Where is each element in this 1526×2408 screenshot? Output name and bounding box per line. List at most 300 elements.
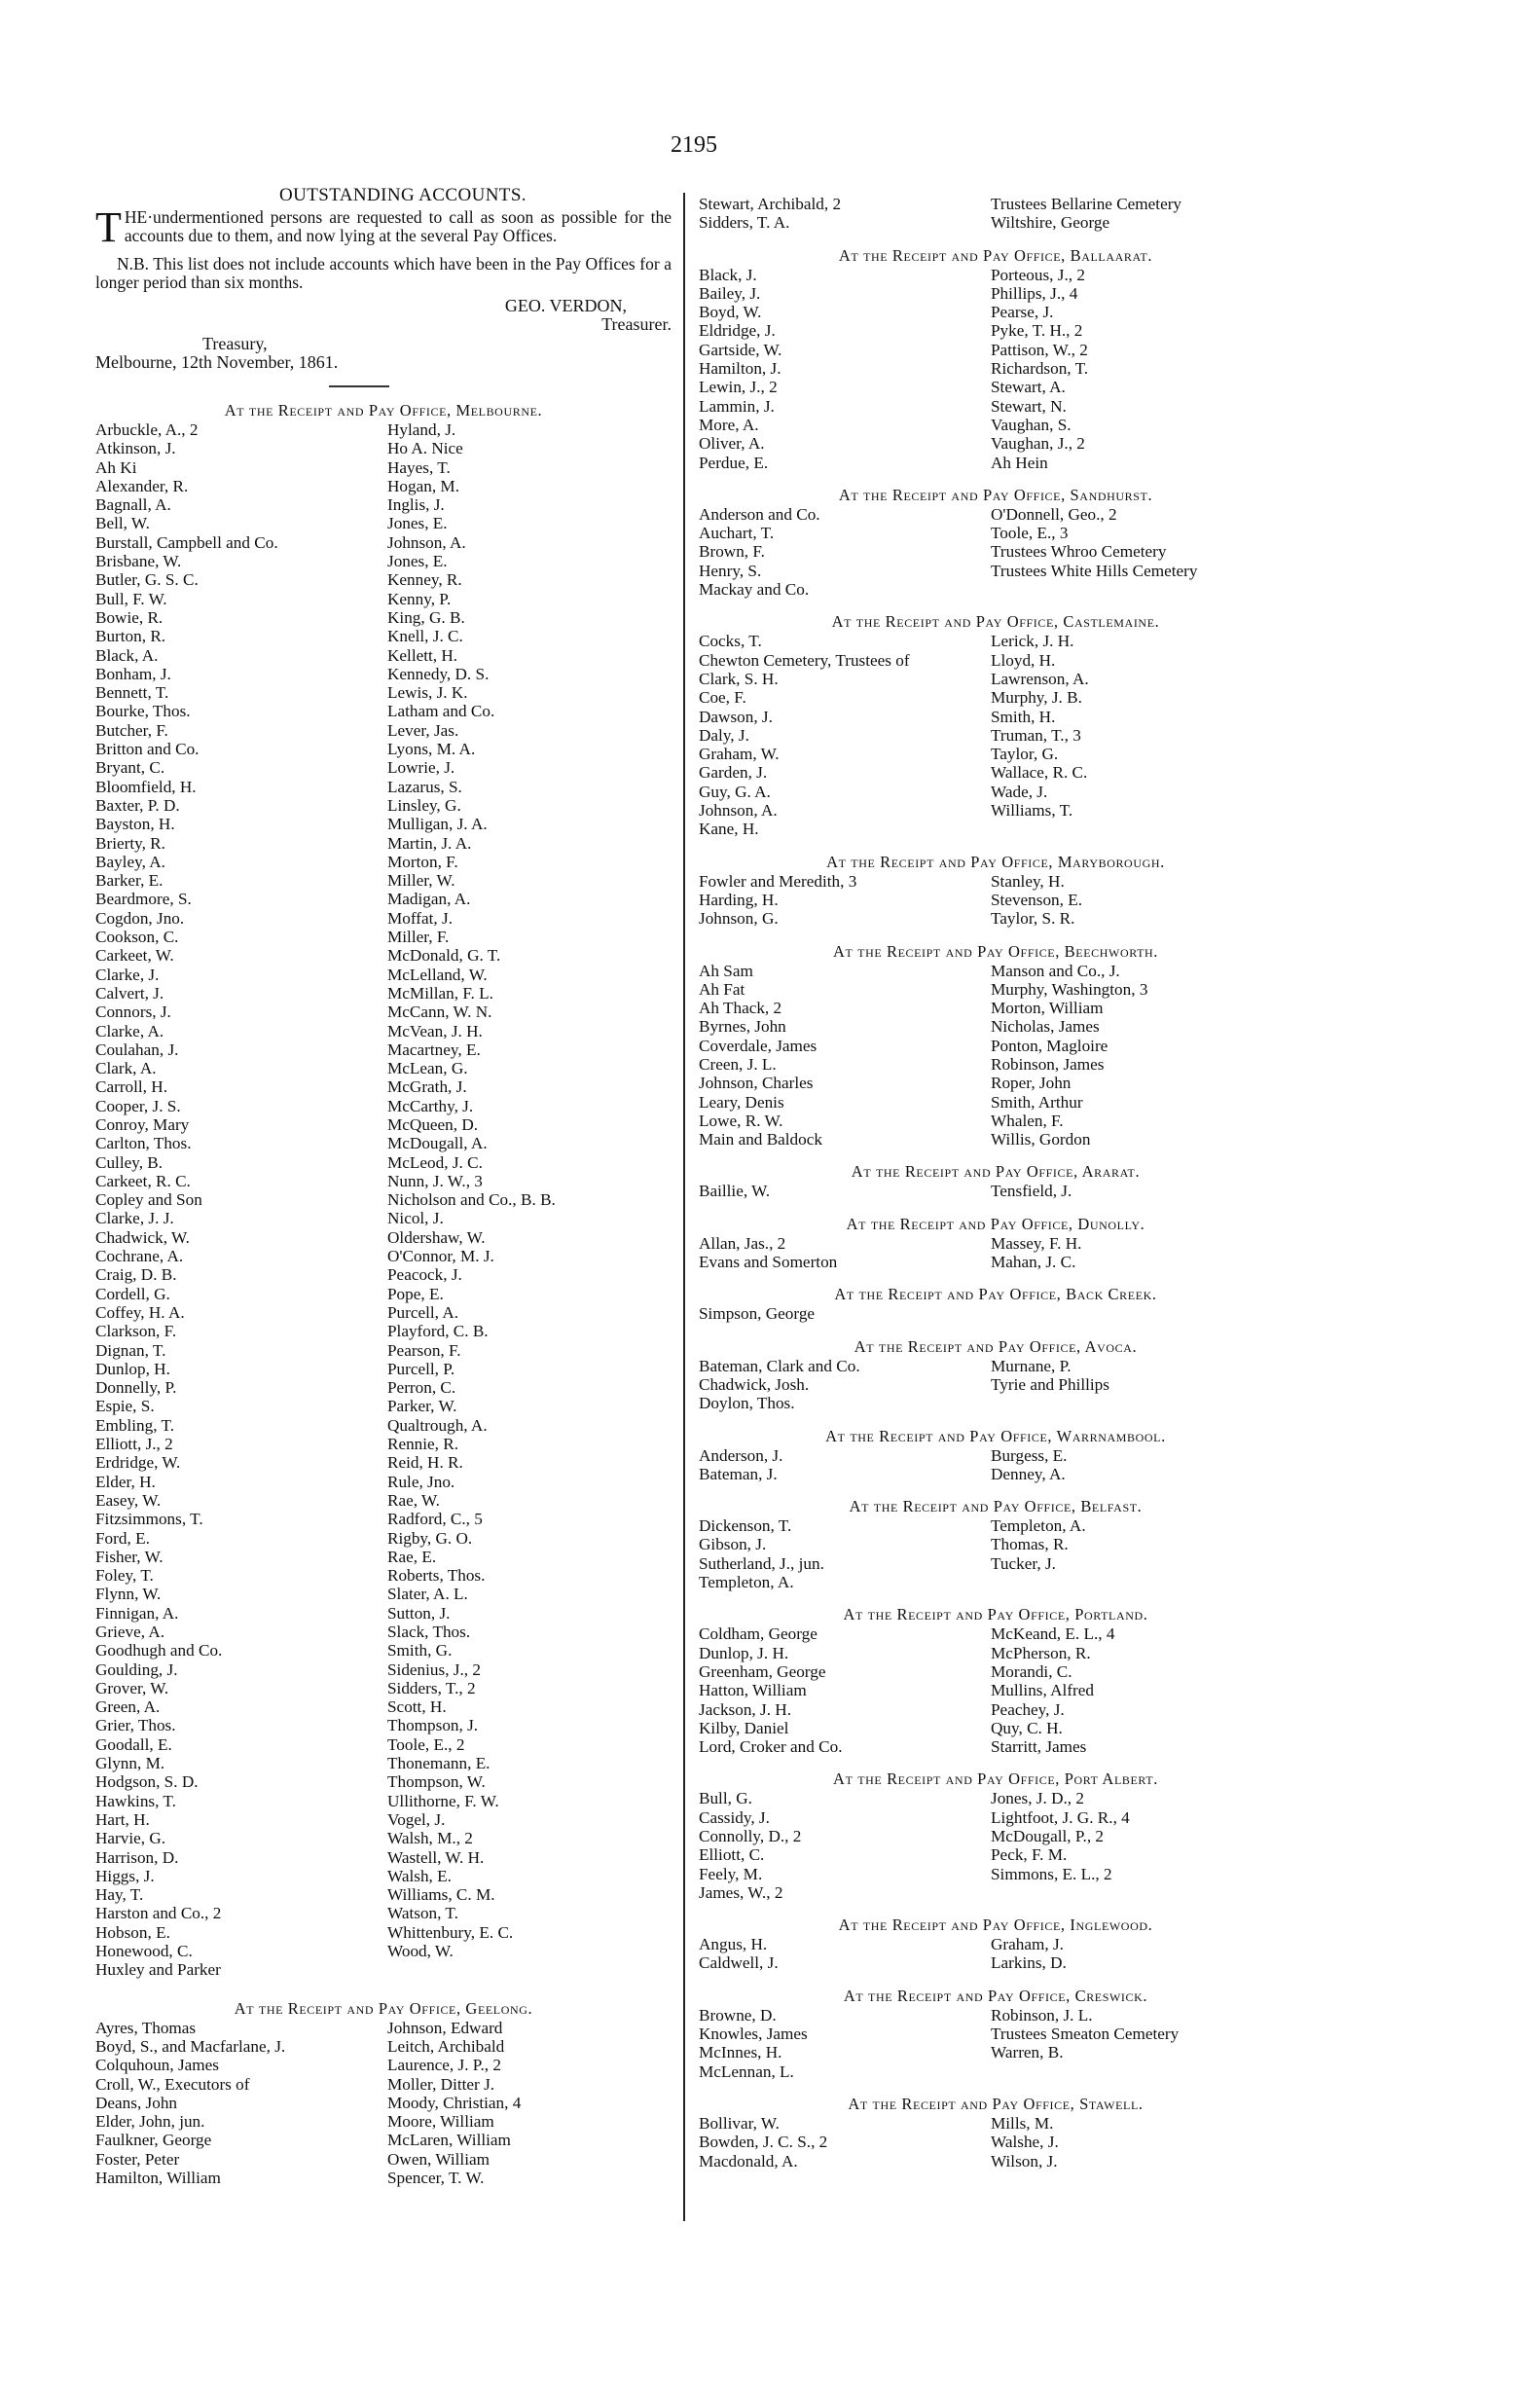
account-name: Chewton Cemetery, Trustees of [699,650,910,670]
account-name: Dickenson, T. [699,1516,792,1536]
account-name: Rae, E. [387,1547,437,1566]
account-name: Moller, Ditter J. [387,2074,495,2094]
account-name: Bonham, J. [95,664,171,683]
account-name: Lever, Jas. [387,720,459,740]
account-name: Simmons, E. L., 2 [991,1864,1112,1883]
account-name: Atkinson, J. [95,439,176,458]
account-name: Lowrie, J. [387,758,455,778]
account-name: Elliott, J., 2 [95,1435,173,1454]
pay-office-section [699,195,1292,233]
pay-office-section [699,1337,1292,1413]
account-name: Johnson, Charles [699,1074,814,1093]
account-name: Ah Fat [699,979,745,999]
pay-office-section [699,1497,1292,1591]
account-name: Ayres, Thomas [95,2018,197,2037]
account-name: Harvie, G. [95,1829,166,1848]
account-name: Vaughan, S. [991,415,1072,434]
account-name: Wiltshire, George [991,213,1110,233]
account-name: Foley, T. [95,1566,154,1586]
name-list [699,2006,1292,2081]
account-name: Knowles, James [699,2025,808,2044]
account-name: Fowler and Meredith, 3 [699,871,857,891]
account-name: Stewart, N. [991,396,1067,416]
account-name: Miller, W. [387,871,455,891]
account-name: Moody, Christian, 4 [387,2093,522,2112]
pay-office-section [699,1427,1292,1484]
account-name: Conroy, Mary [95,1114,190,1134]
account-name: Roberts, Thos. [387,1566,486,1586]
account-name: Arbuckle, A., 2 [95,420,199,439]
account-name: Carlton, Thos. [95,1134,192,1153]
account-name: Byrnes, John [699,1017,786,1037]
section-heading: At the Receipt and Pay Office, Portland. [843,1605,1148,1624]
account-name: Grieve, A. [95,1623,165,1641]
name-list [699,266,1292,472]
account-name: Boyd, W. [699,303,762,322]
account-name: Allan, Jas., 2 [699,1233,786,1253]
account-name: Bagnall, A. [95,495,171,515]
account-name: Coffey, H. A. [95,1302,185,1322]
name-list [699,195,1292,233]
account-name: Purcell, A. [387,1302,459,1322]
section-heading: At the Receipt and Pay Office, Creswick. [843,1986,1148,2005]
name-list [699,1624,1292,1756]
account-name: Henry, S. [699,561,762,580]
account-name: Croll, W., Executors of [95,2074,250,2094]
account-name: Craig, D. B. [95,1265,177,1285]
page-number: 2195 [671,132,717,158]
account-name: Mills, M. [991,2113,1054,2133]
account-name: Boyd, S., and Macfarlane, J. [95,2036,286,2056]
account-name: Sidders, T., 2 [387,1678,476,1697]
account-name: Trustees White Hills Cemetery [991,561,1198,580]
account-name: Wilson, J. [991,2151,1058,2171]
account-name: Macartney, E. [387,1040,481,1059]
account-name: Bennett, T. [95,683,169,703]
name-list [699,1357,1292,1413]
account-name: Wade, J. [991,782,1048,801]
account-name: Scott, H. [387,1697,447,1717]
name-list [699,632,1292,838]
account-name: Quy, C. H. [991,1718,1063,1737]
account-name: Kilby, Daniel [699,1718,789,1737]
pay-office-section [699,1162,1292,1200]
account-name: Kennedy, D. S. [387,664,490,683]
account-name: Taylor, G. [991,745,1059,764]
account-name: Pearse, J. [991,303,1054,322]
account-name: Colquhoun, James [95,2056,219,2075]
account-name: Moffat, J. [387,908,453,928]
account-name: Roper, John [991,1074,1072,1093]
account-name: Lammin, J. [699,396,775,416]
account-name: Hamilton, J. [699,359,781,379]
account-name: Deans, John [95,2093,178,2112]
section-heading: At the Receipt and Pay Office, Beechworth. [832,941,1159,961]
account-name: Clarke, A. [95,1021,164,1040]
account-name: Guy, G. A. [699,782,771,801]
account-name: Jones, J. D., 2 [991,1789,1084,1808]
account-name: Peacock, J. [387,1265,462,1285]
account-name: Gibson, J. [699,1535,767,1554]
account-name: Kenny, P. [387,589,452,608]
account-name: Toole, E., 3 [991,524,1069,543]
account-name: Bowie, R. [95,607,164,627]
empty-cell [991,1573,1292,1591]
account-name: Radford, C., 5 [387,1510,483,1529]
empty-cell [991,820,1292,838]
account-name: Connors, J. [95,1003,171,1022]
account-name: Butler, G. S. C. [95,570,199,590]
account-name: Bayley, A. [95,852,165,871]
account-name: Beardmore, S. [95,890,192,909]
account-name: Leary, Denis [699,1092,784,1112]
account-name: Porteous, J., 2 [991,265,1085,284]
account-name: Huxley and Parker [95,1960,221,1980]
account-name: Martin, J. A. [387,833,472,853]
account-name: Bull, G. [699,1789,752,1808]
account-name: Trustees Bellarine Cemetery [991,195,1182,213]
account-name: O'Connor, M. J. [387,1247,494,1266]
account-name: Simpson, George [699,1304,816,1324]
account-name: Rennie, R. [387,1435,459,1454]
account-name: Green, A. [95,1697,161,1717]
account-name: Clark, S. H. [699,669,779,688]
account-name: Creen, J. L. [699,1054,777,1074]
account-name: Stewart, A. [991,378,1066,397]
account-name: Hart, H. [95,1809,150,1829]
account-name: Browne, D. [699,2005,777,2025]
account-name: Johnson, Edward [387,2018,503,2037]
account-name: Kenney, R. [387,570,462,590]
account-name: Grier, Thos. [95,1716,176,1735]
account-name: Ah Hein [991,453,1048,472]
name-list [699,1516,1292,1591]
account-name: Brisbane, W. [95,552,182,571]
account-name: Wastell, W. H. [387,1847,485,1867]
notice-title: OUTSTANDING ACCOUNTS. [279,185,527,205]
account-name: Manson and Co., J. [991,961,1120,980]
account-name: Templeton, A. [991,1516,1086,1536]
account-name: Finnigan, A. [95,1603,179,1623]
name-list [699,1234,1292,1272]
account-name: Mullins, Alfred [991,1681,1094,1700]
account-name: Vogel, J. [387,1809,446,1829]
account-name: Lewis, J. K. [387,683,468,703]
account-name: Jackson, J. H. [699,1699,792,1719]
account-name: Smith, H. [991,707,1056,726]
account-name: Morandi, C. [991,1661,1072,1681]
account-name: Lewin, J., 2 [699,378,778,397]
account-name: Brown, F. [699,542,765,562]
account-name: O'Donnell, Geo., 2 [991,504,1117,524]
account-name: Cochrane, A. [95,1247,184,1266]
section-heading: At the Receipt and Pay Office, Castlemaine. [831,612,1160,632]
pay-office-section [699,853,1292,929]
account-name: Ah Thack, 2 [699,999,782,1018]
account-name: Black, A. [95,645,159,665]
account-name: Cordell, G. [95,1284,170,1303]
pay-office-section [699,1285,1292,1323]
account-name: Owen, William [387,2149,490,2169]
account-name: Honewood, C. [95,1942,193,1961]
separator-rule [329,385,389,387]
account-name: Lloyd, H. [991,650,1056,670]
account-name: Baillie, W. [699,1182,771,1201]
account-name: Clarke, J. J. [95,1209,174,1228]
account-name: Lightfoot, J. G. R., 4 [991,1807,1130,1827]
account-name: Lyons, M. A. [387,740,476,759]
account-name: Grover, W. [95,1678,169,1697]
account-name: Bell, W. [95,514,150,533]
account-name: Harrison, D. [95,1847,179,1867]
account-name: Rigby, G. O. [387,1528,473,1548]
account-name: Black, J. [699,265,757,284]
account-name: Peck, F. M. [991,1845,1068,1865]
account-name: Latham and Co. [387,702,495,721]
account-name: Starritt, James [991,1737,1087,1757]
account-name: Hawkins, T. [95,1791,176,1810]
account-name: Bryant, C. [95,758,165,778]
account-name: Johnson, A. [387,532,466,552]
account-name: Fisher, W. [95,1547,164,1566]
account-name: Auchart, T. [699,524,775,543]
account-name: King, G. B. [387,607,465,627]
account-name: McVean, J. H. [387,1021,483,1040]
account-name: Greenham, George [699,1661,826,1681]
account-name: Bourke, Thos. [95,702,191,721]
account-name: Graham, J. [991,1935,1064,1954]
empty-cell [991,1394,1292,1412]
account-name: Miller, F. [387,928,450,947]
account-name: James, W., 2 [699,1882,783,1902]
account-name: Perdue, E. [699,453,769,472]
pay-office-section [699,246,1292,472]
account-name: Hayes, T. [387,457,451,477]
account-name: Murphy, J. B. [991,688,1082,708]
account-name: Eldridge, J. [699,321,776,341]
account-name: Moore, William [387,2112,494,2132]
account-name: Jones, E. [387,552,448,571]
account-name: Clark, A. [95,1059,157,1078]
name-list [95,420,672,1980]
section-heading: At the Receipt and Pay Office, Maryborough. [826,852,1165,871]
account-name: Culley, B. [95,1152,164,1172]
account-name: Glynn, M. [95,1754,165,1773]
account-name: Clarkson, F. [95,1322,177,1341]
account-name: Sidenius, J., 2 [387,1660,481,1679]
name-list [699,1935,1292,1973]
account-name: Parker, W. [387,1397,457,1416]
account-name: McLeod, J. C. [387,1152,483,1172]
account-name: Trustees Smeaton Cemetery [991,2025,1180,2044]
account-name: Jones, E. [387,514,448,533]
account-name: Johnson, G. [699,909,779,929]
account-name: Tucker, J. [991,1553,1056,1573]
notice-paragraph-1 [95,203,672,251]
account-name: McPherson, R. [991,1643,1091,1662]
account-name: Morton, F. [387,852,458,871]
account-name: McLean, G. [387,1059,468,1078]
account-name: Chadwick, Josh. [699,1374,810,1394]
account-name: Warren, B. [991,2043,1064,2062]
account-name: Connolly, D., 2 [699,1827,802,1845]
dateline [95,335,672,372]
name-list [699,1789,1292,1902]
account-name: Robinson, J. L. [991,2005,1093,2025]
section-heading: At the Receipt and Pay Office, Ballaarat. [838,245,1153,265]
account-name: Bull, F. W. [95,589,167,608]
account-name: Carkeet, W. [95,946,174,966]
account-name: Butcher, F. [95,720,168,740]
account-name: Leitch, Archibald [387,2036,505,2056]
empty-cell [991,1304,1292,1323]
account-name: Watson, T. [387,1904,458,1923]
account-name: Peachey, J. [991,1699,1065,1719]
account-name: Nicol, J. [387,1209,444,1228]
account-name: Hamilton, William [95,2169,221,2188]
account-name: Sidders, T. A. [699,213,790,233]
account-name: Qualtrough, A. [387,1415,488,1435]
account-name: Slack, Thos. [387,1623,471,1641]
account-name: Lerick, J. H. [991,632,1074,651]
account-name: Garden, J. [699,763,768,783]
pay-office-section [95,1999,672,2188]
account-name: Fitzsimmons, T. [95,1510,203,1529]
name-list [95,2019,672,2188]
right-column [699,195,1292,2171]
account-name: Calvert, J. [95,983,164,1003]
account-name: Bailey, J. [699,283,761,303]
section-heading: At the Receipt and Pay Office, Warrnambool. [825,1426,1166,1445]
account-name: Perron, C. [387,1378,456,1398]
account-name: Goodhugh and Co. [95,1641,223,1660]
dateline-date: Melbourne, 12th November, 1861. [95,352,339,372]
account-name: McLennan, L. [699,2061,794,2081]
section-heading: At the Receipt and Pay Office, Stawell. [848,2094,1144,2113]
left-sections [95,401,672,2187]
account-name: Oldershaw, W. [387,1227,486,1247]
account-name: McKeand, E. L., 4 [991,1624,1115,1644]
account-name: Slater, A. L. [387,1585,468,1604]
account-name: Wood, W. [387,1942,454,1961]
account-name: Bloomfield, H. [95,777,197,796]
account-name: Nicholson and Co., B. B. [387,1190,556,1210]
account-name: Hodgson, S. D. [95,1772,199,1792]
account-name: Spencer, T. W. [387,2169,485,2188]
account-name: Bateman, J. [699,1464,778,1483]
account-name: Thomas, R. [991,1535,1069,1554]
account-name: Tyrie and Phillips [991,1374,1109,1394]
pay-office-section [699,486,1292,599]
account-name: Easey, W. [95,1490,162,1510]
account-name: Hogan, M. [387,476,459,495]
account-name: Templeton, A. [699,1573,794,1592]
account-name: Rule, Jno. [387,1472,455,1491]
name-list [699,2114,1292,2171]
account-name: Harding, H. [699,890,779,909]
account-name: Ford, E. [95,1528,150,1548]
section-heading: At the Receipt and Pay Office, Back Creek. [834,1285,1157,1304]
account-name: More, A. [699,415,759,434]
section-heading: At the Receipt and Pay Office, Belfast. [849,1497,1143,1516]
account-name: McCann, W. N. [387,1003,492,1022]
account-name: Bowden, J. C. S., 2 [699,2133,828,2152]
account-name: Carroll, H. [95,1077,167,1097]
account-name: Hay, T. [95,1885,144,1905]
account-name: Carkeet, R. C. [95,1171,191,1190]
account-name: Anderson and Co. [699,504,820,524]
account-name: Cooper, J. S. [95,1096,181,1115]
account-name: Cogdon, Jno. [95,908,185,928]
account-name: Kane, H. [699,820,759,839]
empty-cell [991,580,1292,599]
account-name: Ponton, Magloire [991,1036,1108,1055]
account-name: Elliott, C. [699,1845,765,1865]
account-name: Coldham, George [699,1624,818,1644]
account-name: Mahan, J. C. [991,1253,1076,1272]
account-name: Vaughan, J., 2 [991,434,1085,454]
signer-title: Treasurer. [601,314,672,334]
account-name: Truman, T., 3 [991,725,1081,745]
account-name: Caldwell, J. [699,1953,779,1973]
account-name: Whalen, F. [991,1111,1064,1130]
pay-office-section [699,1605,1292,1756]
account-name: Knell, J. C. [387,627,463,646]
account-name: Bateman, Clark and Co. [699,1356,860,1375]
account-name: Barker, E. [95,871,164,891]
account-name: Williams, T. [991,801,1073,821]
account-name: Walsh, E. [387,1866,452,1885]
account-name: Mackay and Co. [699,580,810,600]
section-heading: At the Receipt and Pay Office, Melbourne. [224,401,543,420]
account-name: Cocks, T. [699,632,762,651]
account-name: Walsh, M., 2 [387,1829,473,1848]
account-name: Willis, Gordon [991,1130,1091,1149]
account-name: Daly, J. [699,725,749,745]
account-name: Main and Baldock [699,1130,822,1149]
account-name: Mulligan, J. A. [387,815,488,834]
pay-office-section [95,401,672,1980]
dateline-place: Treasury, [202,334,268,353]
account-name: Copley and Son [95,1190,202,1210]
account-name: Elder, John, jun. [95,2112,205,2132]
name-list [699,1182,1292,1200]
account-name: Laurence, J. P., 2 [387,2056,501,2075]
section-heading: At the Receipt and Pay Office, Dunolly. [846,1214,1145,1233]
account-name: Williams, C. M. [387,1885,495,1905]
account-name: Goulding, J. [95,1660,178,1679]
account-name: Ho A. Nice [387,439,463,458]
right-sections [699,195,1292,2171]
account-name: Linsley, G. [387,795,461,815]
account-name: McCarthy, J. [387,1096,474,1115]
account-name: Graham, W. [699,745,780,764]
account-name: Clarke, J. [95,965,160,984]
notice-paragraph-2: N.B. This list does not include accounts which have been in the Pay Offices for a longer period than six months. [95,254,672,292]
account-name: Feely, M. [699,1864,763,1883]
account-name: Lord, Croker and Co. [699,1737,843,1757]
pay-office-section [699,612,1292,838]
account-name: Angus, H. [699,1935,768,1954]
drop-cap: T [95,203,122,251]
pay-office-section [699,1987,1292,2081]
notice-paragraph-1-text: HE·undermentioned persons are requested to call as soon as possible for the accounts due to them, and now lying at the several Pay Offices. [124,207,672,245]
account-name: Ah Sam [699,961,753,980]
account-name: Richardson, T. [991,359,1089,379]
account-name: Sutton, J. [387,1603,451,1623]
account-name: Elder, H. [95,1472,156,1491]
account-name: Murnane, P. [991,1356,1072,1375]
